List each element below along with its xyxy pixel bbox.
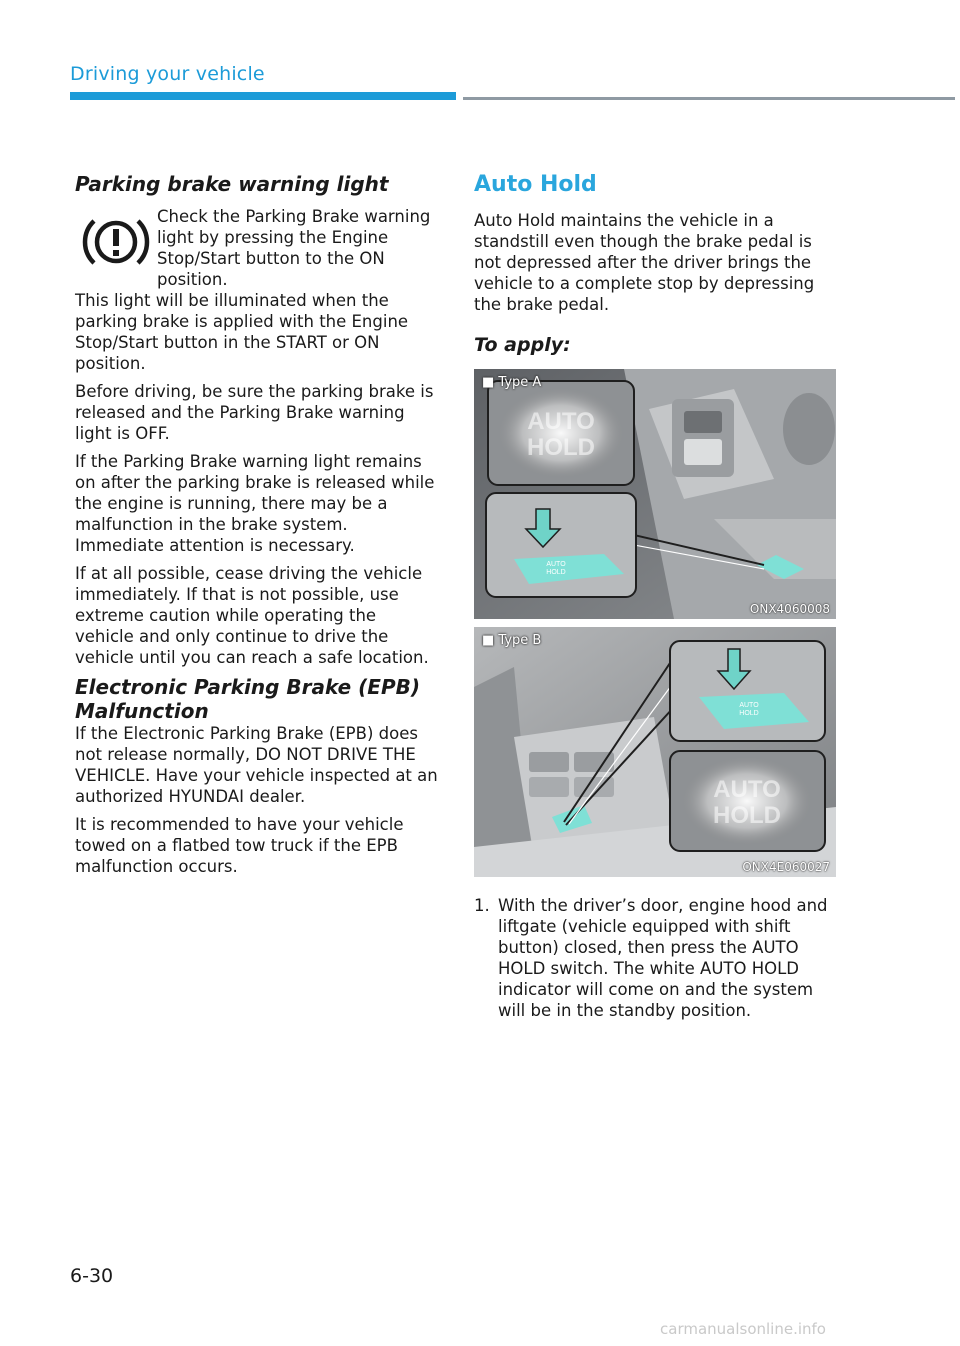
- epb-malfunction-heading: Electronic Parking Brake (EPB) Malfunction: [75, 675, 420, 723]
- paragraph: Before driving, be sure the parking brake is released and the Parking Brake warning light is OFF.: [75, 382, 434, 443]
- steps-list: [474, 895, 839, 1021]
- paragraph: If the Electronic Parking Brake (EPB) does not release normally, DO NOT DRIVE THE VEHICLE. Have your vehicle inspected at an authorized HYUNDAI dealer.: [75, 724, 438, 806]
- figure-code: ONX4060008: [749, 602, 830, 616]
- display-text: HOLD: [527, 434, 595, 461]
- console-illustration-type-a: [474, 369, 836, 619]
- figure-type-a: [474, 369, 836, 619]
- header-rule-accent: [70, 92, 456, 100]
- left-column: [75, 172, 440, 884]
- button-text: AUTO: [546, 561, 566, 568]
- button-text: AUTO: [739, 702, 759, 709]
- auto-hold-heading: Auto Hold: [474, 172, 597, 197]
- paragraph: If at all possible, cease driving the vehicle immediately. If that is not possible, use extreme caution while operating the vehicle and only continue to drive the vehicle until you can reach a safe location.: [75, 564, 429, 667]
- step-text: With the driver’s door, engine hood and liftgate (vehicle equipped with shift button) closed, then press the AUTO HOLD switch. The white AUTO HOLD indicator will come on and the system will be in the standby position.: [498, 896, 828, 1020]
- warning-light-block: [75, 206, 440, 290]
- right-column: [474, 170, 839, 1021]
- paragraph: It is recommended to have your vehicle towed on a flatbed tow truck if the EPB malfunction occurs.: [75, 815, 404, 876]
- parking-brake-warning-icon: [81, 212, 151, 272]
- figure-label: ■ Type A: [482, 375, 542, 390]
- auto-hold-intro: Auto Hold maintains the vehicle in a standstill even though the brake pedal is not depressed after the driver brings the vehicle to a complete stop by depressing the brake pedal.: [474, 211, 815, 314]
- display-text: HOLD: [713, 802, 781, 829]
- button-text: HOLD: [739, 710, 759, 717]
- paragraph: If the Parking Brake warning light remains on after the parking brake is released while the engine is running, there may be a malfunction in the brake system. Immediate attention is necessary.: [75, 452, 435, 555]
- header-rule: [463, 97, 955, 100]
- figure-type-b: [474, 627, 836, 877]
- paragraph: This light will be illuminated when the parking brake is applied with the Engine Stop/Start button in the START or ON position.: [75, 291, 409, 373]
- to-apply-heading: To apply:: [474, 334, 571, 356]
- step-item: [474, 895, 839, 1021]
- button-text: HOLD: [546, 569, 566, 576]
- parking-brake-heading: Parking brake warning light: [75, 172, 389, 196]
- console-illustration-type-b: [474, 627, 836, 877]
- step-number: 1.: [474, 896, 490, 915]
- figure-label: ■ Type B: [482, 633, 542, 648]
- watermark: carmanualsonline.info: [660, 1320, 826, 1338]
- figure-code: ONX4E060027: [742, 860, 830, 874]
- display-text: AUTO: [527, 408, 595, 435]
- display-text: AUTO: [713, 776, 781, 803]
- section-title: Driving your vehicle: [70, 63, 265, 85]
- page-number: 6-30: [70, 1265, 114, 1287]
- warning-light-text: Check the Parking Brake warning light by pressing the Engine Stop/Start button to the ON position.: [157, 207, 431, 289]
